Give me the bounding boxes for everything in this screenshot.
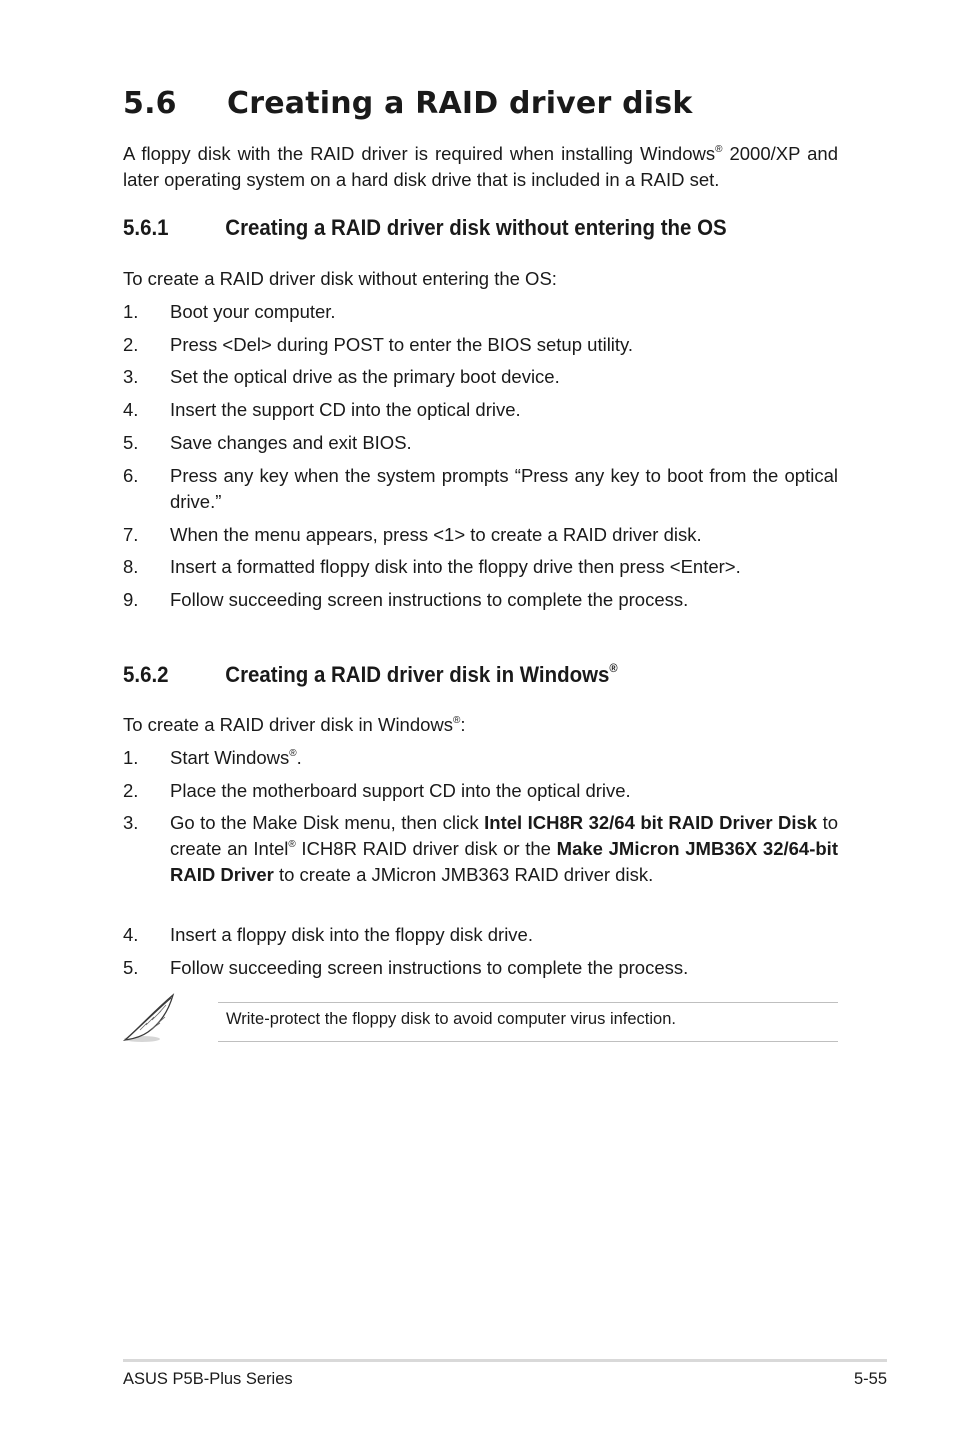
- step-text: Place the motherboard support CD into the optical drive.: [170, 780, 631, 801]
- lead-end: :: [460, 714, 466, 735]
- step-number: 2.: [123, 780, 139, 801]
- feather-pen-icon: [120, 993, 178, 1045]
- intro-text-a: A floppy disk with the RAID driver is required when installing Windows: [123, 143, 716, 164]
- footer-page-number: 5-55: [853, 1370, 887, 1388]
- subsection-heading-2: [123, 662, 618, 688]
- step-text: Follow succeeding screen instructions to complete the process.: [170, 957, 689, 978]
- lead-text: To create a RAID driver disk in Windows: [123, 714, 454, 735]
- footer-product-name: ASUS P5B-Plus Series: [123, 1370, 293, 1388]
- menu-item-intel-driver: Intel ICH8R 32/64 bit RAID Driver Disk: [484, 812, 818, 833]
- step-number: 8.: [123, 556, 139, 577]
- list-item: [123, 463, 838, 515]
- registered-mark: ®: [289, 748, 297, 759]
- step-number: 5.: [123, 957, 139, 978]
- step-number: 2.: [123, 334, 139, 355]
- subsection-lead: [123, 712, 838, 738]
- registered-mark: ®: [715, 144, 723, 155]
- step-text: Press any key when the system prompts “Press any key to boot from the optical drive.”: [170, 465, 838, 512]
- subsection-title: Creating a RAID driver disk in Windows: [225, 662, 610, 687]
- section-title: Creating a RAID driver disk: [227, 86, 693, 121]
- step-number: 7.: [123, 524, 139, 545]
- step-number: 4.: [123, 399, 139, 420]
- step-text: Insert a formatted floppy disk into the floppy drive then press <Enter>.: [170, 556, 741, 577]
- step-number: 4.: [123, 924, 139, 945]
- list-item: [123, 922, 838, 948]
- step-number: 3.: [123, 812, 139, 833]
- step-text-part: to create a JMicron JMB363 RAID driver disk.: [273, 864, 654, 885]
- step-text: Press <Del> during POST to enter the BIOS setup utility.: [170, 334, 634, 355]
- footer-rule: [123, 1359, 887, 1362]
- list-item: [123, 522, 838, 548]
- subsection-number: 5.6.2: [123, 662, 169, 687]
- step-number: 6.: [123, 465, 139, 486]
- list-item: [123, 587, 838, 613]
- subsection-lead: To create a RAID driver disk without entering the OS:: [123, 268, 557, 289]
- intro-paragraph: [123, 141, 838, 193]
- note-top-rule: [218, 1002, 838, 1003]
- step-text: Insert the support CD into the optical drive.: [170, 399, 521, 420]
- list-item: [123, 745, 838, 771]
- step-text: Follow succeeding screen instructions to complete the process.: [170, 589, 689, 610]
- list-item: [123, 397, 838, 423]
- list-item: [123, 332, 838, 358]
- step-number: 5.: [123, 432, 139, 453]
- intro-text-b: 2000/XP and later operating system on a hard disk drive that is included in a RAID set.: [123, 143, 838, 190]
- note-bottom-rule: [218, 1041, 838, 1042]
- step-text-end: .: [296, 747, 302, 768]
- section-number: 5.6: [123, 86, 177, 121]
- list-item: [123, 364, 838, 390]
- step-text: Boot your computer.: [170, 301, 336, 322]
- step-text-part: ICH8R RAID driver disk or the: [295, 838, 557, 859]
- section-heading: [123, 86, 692, 121]
- list-item: [123, 778, 838, 804]
- step-text: Set the optical drive as the primary boot device.: [170, 366, 560, 387]
- step-text-part: Go to the Make Disk menu, then click: [170, 812, 485, 833]
- note-text: Write-protect the floppy disk to avoid computer virus infection.: [226, 1010, 676, 1028]
- step-text-part: Start Windows: [170, 747, 290, 768]
- step-number: 9.: [123, 589, 139, 610]
- list-item: [123, 299, 838, 325]
- step-text: Insert a floppy disk into the floppy disk drive.: [170, 924, 533, 945]
- subsection-title: Creating a RAID driver disk without entering the OS: [225, 215, 727, 240]
- step-text: When the menu appears, press <1> to create a RAID driver disk.: [170, 524, 702, 545]
- step-number: 3.: [123, 366, 139, 387]
- list-item: [123, 554, 838, 580]
- step-text: [170, 745, 838, 771]
- step-text: [170, 810, 838, 888]
- registered-mark: ®: [453, 715, 461, 726]
- step-text: Save changes and exit BIOS.: [170, 432, 412, 453]
- list-item: [123, 955, 838, 981]
- step-text-part: to create an Intel: [170, 812, 838, 859]
- list-item: [123, 810, 838, 888]
- registered-mark: ®: [609, 661, 618, 675]
- step-number: 1.: [123, 301, 139, 322]
- registered-mark: ®: [288, 839, 296, 850]
- menu-item-jmicron-driver: Make JMicron JMB36X 32/64-bit RAID Driver: [170, 838, 838, 885]
- step-number: 1.: [123, 747, 139, 768]
- subsection-heading-1: [123, 215, 727, 241]
- list-item: [123, 430, 838, 456]
- subsection-number: 5.6.1: [123, 215, 169, 240]
